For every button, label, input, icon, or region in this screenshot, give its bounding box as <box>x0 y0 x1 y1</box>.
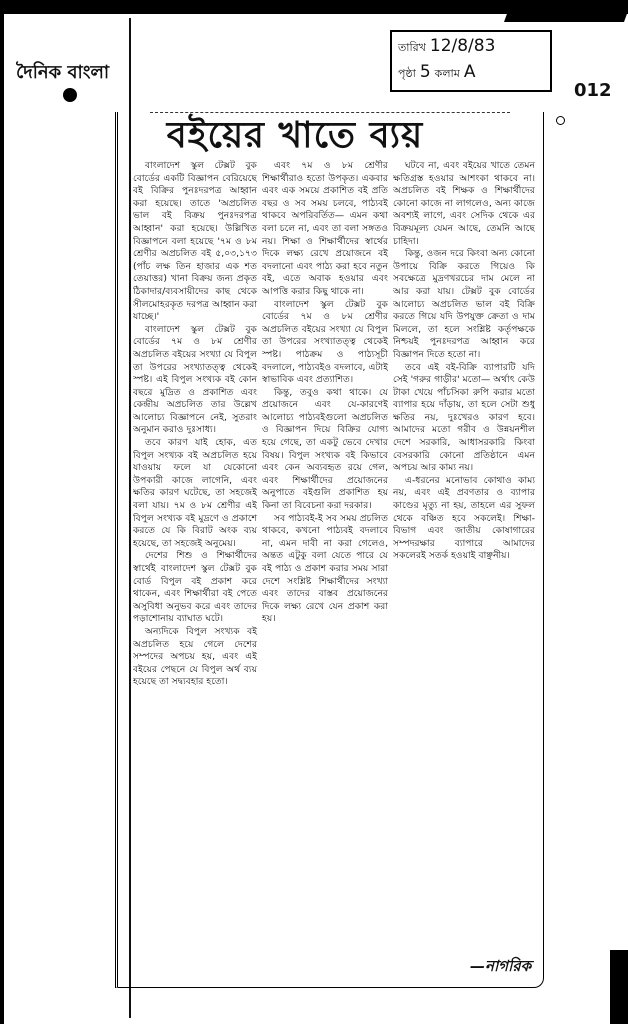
date-label: তারিখ <box>398 41 426 54</box>
paragraph: সব পাঠ্যবই-ই সব সময় প্রচলিত থাকবে, কখনো পাঠ্যবই বদলাবে না, এমন দাবী না করা গেলেও, অন্তত এটুকু বলা যেতে পারে যে বই পাঠ্য ও প্রকাশ করার সময় সারা দেশে সংশ্লিষ্ট শিক্ষার্থীদের সংখ্যা এবং তাদের বাস্তব প্রয়োজনের দিকে লক্ষ্য রেখে যেন প্রকাশ করা হয়। <box>262 512 388 625</box>
paragraph: বাংলাদেশ স্কুল টেক্সট বুক বোর্ডের ৭ম ও ৮ম শ্রেণীর অপ্রচলিত বইয়ের সংখ্যা যে বিপুল তা উপরের সংখ্যাতত্ত্ব থেকেই স্পষ্ট। পাঠক্রম ও পাঠ্যসূচী বদলালে, পাঠ্যবইও বদলাবে, এটাই স্বাভাবিক এবং প্রত্যাশিত। <box>262 298 388 386</box>
paragraph: কিন্তু, তবুও কথা থাকে। যে প্রয়োজনে এবং যে-কারণেই আলোচ্য পাঠ্যবইগুলো অপ্রচলিত ও বিজ্ঞাপন দিয়ে বিক্রির যোগ্য হয়ে গেছে, তা একটু ভেবে দেখার বিষয়। বিপুল সংখ্যক বই কিভাবে এবং কেন অব্যবহৃত রয়ে গেল, এবং শিক্ষার্থীদের প্রয়োজনের অনুপাতে বইগুলি প্রকাশিত হয় কিনা তা বিবেচনা করা দরকার। <box>262 386 388 512</box>
paragraph: তবে কারণ যাই হোক, এত বিপুল সংখ্যক বই অপ্রচলিত হয়ে যাওয়ায় ফলে যা যেকোনো উপকারী কাজে লাগেনি, এবং ক্ষতির কারণ ঘটেছে, তা সহজেই বলা যায়। ৭ম ও ৮ম শ্রেণীর এই বিপুল সংখ্যক বই মুদ্রণে ও প্রকাশে করতে যে কি বিরাট অংক ব্যয় হয়েছে, তা সহজেই অনুমেয়। <box>133 437 257 549</box>
paragraph: কিন্তু, ওজন দরে কিংবা অন্য কোনো উপায়ে বিক্রি করতে গিয়েও কি সবক্ষেত্রে মুদ্রণখরচের দাম মেলে না আর করা যায়। টেক্সট বুক বোর্ডের আলোচ্য অপ্রচলিত ভাল বই বিক্রি করতে গিয়ে যদি উপযুক্ত ক্রেতা ও দাম মিললে, তা হলে সংশ্লিষ্ট কর্তৃপক্ষকে নিশ্চয়ই পুনঃদরপত্র আহ্বান করে বিজ্ঞাপন দিতে হতো না। <box>393 248 535 360</box>
article-column-3 <box>393 160 535 935</box>
column-value: A <box>463 62 476 82</box>
paragraph: তবে এই বই-বিক্রি ব্যাপারটি যদি সেই 'গরুর গাড়ীর' মতো— অর্থাৎ কেউ টাকা খেয়ে পাঁচসিকা রুপি করার মতো ব্যাপার হয়ে দাঁড়ায়, তা হলে সেটা শুধু ক্ষতির নয়, দুঃখেরও কারণ হবে। আমাদের মতো গরীব ও উন্নয়নশীল দেশে সরকারি, আধাসরকারি কিংবা বেসরকারি কোনো প্রতিষ্ঠানে এমন অপচয় আর কাম্য নয়। <box>393 361 535 474</box>
article-column-1 <box>133 160 257 990</box>
article-byline: —নাগরিক <box>470 957 532 975</box>
paragraph: এ-ধরনের মনোভাব কোথাও কাম্য নয়, এবং এই প্রবণতার ও ব্যাপার কাণ্ডের মৃত্যু না হয়, তাহলে এর সুফল থেকে বঞ্চিত হবে সকলেই। শিক্ষা-বিভাগ এবং জাতীয় কোষাগারের সম্পদরক্ষার ব্যাপারে আমাদের সকলেরই সতর্ক হওয়াই বাঞ্ছনীয়। <box>393 474 535 562</box>
paragraph: বাংলাদেশ স্কুল টেক্সট বুক বোর্ডের ৭ম ও ৮ম শ্রেণীর অপ্রচলিত বইয়ের সংখ্যা যে বিপুল তা উপরের সংখ্যাতত্ত্ব থেকেই স্পষ্ট। এই বিপুল সংখ্যক বই কোন বছরে মুদ্রিত ও প্রকাশিত এবং কেন্দ্রীয় অপ্রচলিত তার উল্লেখ আলোচ্য বিজ্ঞাপনে নেই, সুতরাং অনুমান করাও দুঃসাধ্য। <box>133 323 257 436</box>
date-stamp <box>390 30 552 92</box>
file-number: 012 <box>574 80 612 101</box>
punch-hole-mark <box>63 88 77 102</box>
article-title: বইয়ের খাতে ব্যয় <box>166 115 424 156</box>
newspaper-name: দৈনিক বাংলা <box>16 62 110 83</box>
page-value: 5 <box>419 62 431 82</box>
page-label: পৃষ্ঠা <box>398 67 416 80</box>
paragraph: দেশের শিশু ও শিক্ষার্থীদের স্বার্থেই বাংলাদেশ স্কুল টেক্সট বুক বোর্ড বিপুল বই প্রকাশ করে থাকেন, এবং শিক্ষার্থীরা বই পেতে অসুবিধা অনুভব করে এবং তাদের পড়াশোনায় ব্যাঘাত ঘটে। <box>133 550 257 625</box>
paragraph: অন্যদিকে বিপুল সংখ্যক বই অপ্রচলিত হয়ে গেলে দেশের সম্পদের অপচয় হয়, এবং এই বইয়ের পেছনে যে বিপুল অর্থ ব্যয় হয়েছে তা সদ্ব্যবহার হতো। <box>133 625 257 688</box>
paragraph: এবং ৭ম ও ৮ম শ্রেণীর শিক্ষার্থীরাও হতো উপকৃত। একবার এবং এক সময়ে প্রকাশিত বই প্রতি বছর ও সব সময় চলবে, পাঠ্যবই থাকবে অপরিবর্তিত— এমন কথা বলা চলে না, এবং তা বলা সঙ্গতও নয়। শিক্ষা ও শিক্ষার্থীদের স্বার্থের দিকে লক্ষ্য রেখে প্রয়োজনে বই বদলানো এবং পাঠ্য করা হবে নতুন বই, এতে অবাক হওয়ার এবং আপত্তি করার কিছু থাকে না। <box>262 160 388 297</box>
scan-edge-corner <box>504 0 628 22</box>
circle-mark <box>556 116 565 125</box>
scan-edge-right <box>610 950 628 1024</box>
paragraph: বাংলাদেশ স্কুল টেক্সট বুক বোর্ডের একটি বিজ্ঞাপন বেরিয়েছে বই বিক্রির পুনঃদরপত্র আহ্বান করা হয়েছে। তাতে 'অপ্রচলিত ভাল বই বিক্রয় পুনঃদরপত্র আহ্বান' করা হয়েছে। উল্লিখিত বিজ্ঞাপনে বলা হয়েছে '৭ম ও ৮ম শ্রেণীর অপ্রচলিত বই ৫,০৩,১৭৩ (পাঁচ লক্ষ তিন হাজার এক শত তেয়াত্তর) খানা বিক্রয় জন্য প্রকৃত ঠিকাদার/ব্যবসায়ীদের কাছ থেকে সীলমোহরকৃত দরপত্র আহ্বান করা যাচ্ছে।' <box>133 160 257 323</box>
scan-edge-left <box>0 0 4 1024</box>
column-label: কলাম <box>434 67 460 80</box>
article-column-2 <box>262 160 388 840</box>
paragraph: ঘটবে না, এবং বইয়ের খাতে তেমন ক্ষতিগ্রস্ত হওয়ার আশংকা থাকবে না। অপ্রচলিত বই শিক্ষক ও শিক্ষার্থীদের কোনো কাজে না লাগলেও, অন্য কাজে অবশ্যই লাগে, এবং সেদিক থেকে এর বিক্রয়মূল্য যেমন আছে, তেমনি আছে চাহিদা। <box>393 160 535 247</box>
date-value: 12/8/83 <box>429 36 496 56</box>
